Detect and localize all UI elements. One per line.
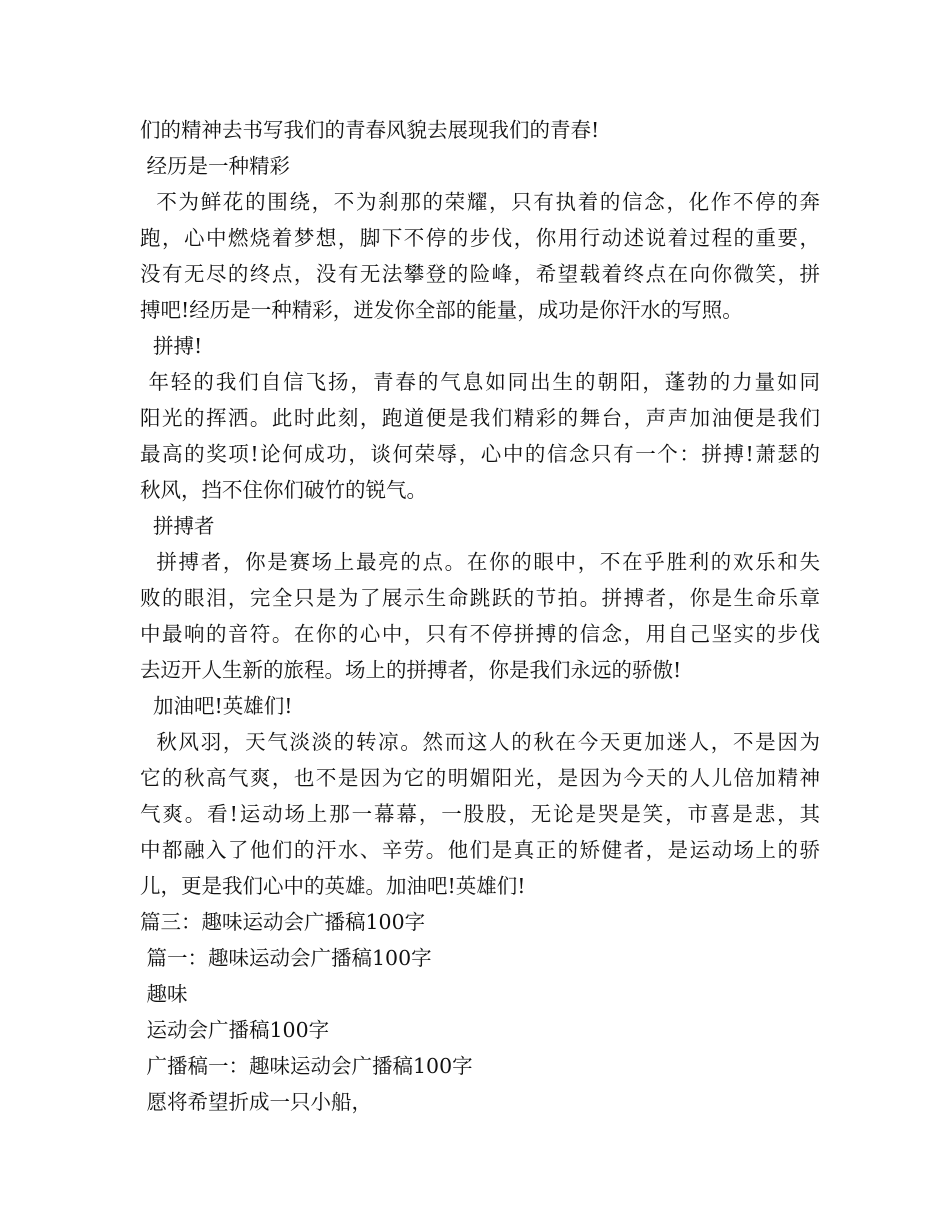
section-heading: 拼搏! [140,334,203,358]
text-line: 运动会广播稿100字 [140,1018,330,1042]
text-line: 没有无尽的终点，没有无法攀登的险峰，希望载着终点在向你微笑，拼 [140,262,820,286]
text-line: 趣味 [140,982,188,1006]
text-line: 儿，更是我们心中的英雄。加油吧!英雄们! [140,874,526,898]
text-line: 败的眼泪，完全只是为了展示生命跳跃的节拍。拼搏者，你是生命乐章 [140,586,820,610]
section-heading: 篇一：趣味运动会广播稿100字 [140,946,432,970]
text-line: 气爽。看!运动场上那一幕幕，一股股，无论是哭是笑，市喜是悲，其 [140,802,820,826]
text-line: 中最响的音符。在你的心中，只有不停拼搏的信念，用自己坚实的步伐 [140,622,820,646]
text-line: 搏吧!经历是一种精彩，迸发你全部的能量，成功是你汗水的写照。 [140,298,743,322]
section-heading: 篇三：趣味运动会广播稿100字 [140,910,426,934]
text-line: 去迈开人生新的旅程。场上的拼搏者，你是我们永远的骄傲! [140,658,682,682]
section-heading: 经历是一种精彩 [140,154,291,178]
text-line: 不为鲜花的围绕，不为刹那的荣耀，只有执着的信念，化作不停的奔 [140,190,820,214]
text-line: 年轻的我们自信飞扬，青春的气息如同出生的朝阳，蓬勃的力量如同 [140,370,820,394]
text-line: 最高的奖项!论何成功，谈何荣辱，心中的信念只有一个：拼搏!萧瑟的 [140,442,820,466]
text-line: 中都融入了他们的汗水、辛劳。他们是真正的矫健者，是运动场上的骄 [140,838,820,862]
text-line: 们的精神去书写我们的青春风貌去展现我们的青春! [140,118,600,142]
text-line: 愿将希望折成一只小船， [140,1090,373,1114]
text-line: 秋风羽，天气淡淡的转凉。然而这人的秋在今天更加迷人，不是因为 [140,730,820,754]
text-line: 它的秋高气爽，也不是因为它的明媚阳光，是因为今天的人儿倍加精神 [140,766,820,790]
section-heading: 加油吧!英雄们! [140,694,293,718]
text-line: 广播稿一：趣味运动会广播稿100字 [140,1054,473,1078]
text-line: 秋风，挡不住你们破竹的锐气。 [140,478,427,502]
text-line: 阳光的挥洒。此时此刻，跑道便是我们精彩的舞台，声声加油便是我们 [140,406,820,430]
text-line: 跑，心中燃烧着梦想，脚下不停的步伐，你用行动述说着过程的重要， [140,226,820,250]
text-line: 拼搏者，你是赛场上最亮的点。在你的眼中，不在乎胜利的欢乐和失 [140,550,820,574]
section-heading: 拼搏者 [140,514,215,538]
